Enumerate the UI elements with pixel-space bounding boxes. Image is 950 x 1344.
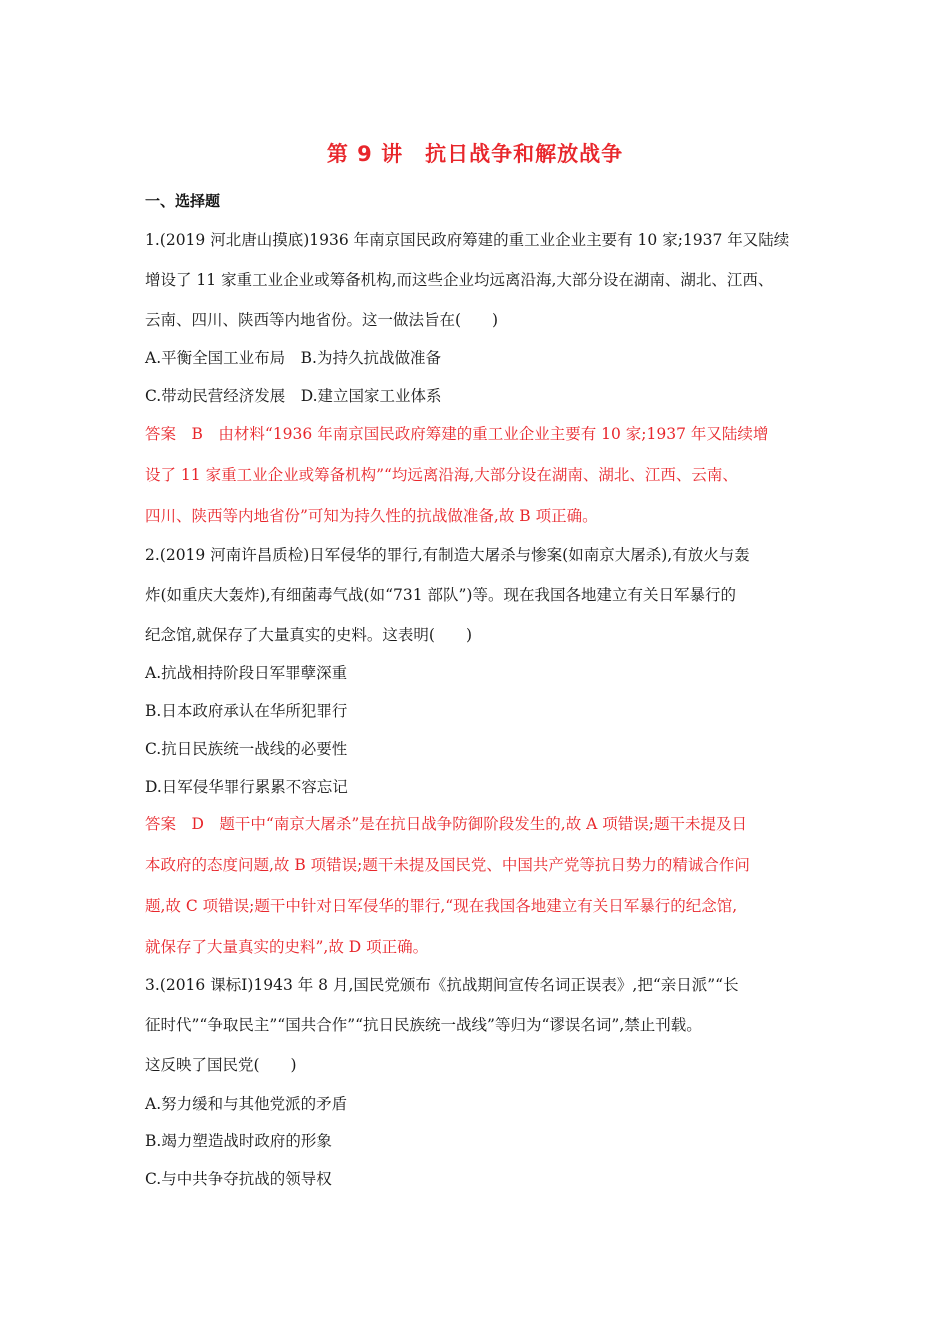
question-3-option-line: B.竭力塑造战时政府的形象 <box>145 1132 332 1150</box>
question-1-answer-line: 设了 11 家重工业企业或筹备机构”“均远离沿海,大部分设在湖南、湖北、江西、云南、 <box>145 466 738 484</box>
question-1-stem-line: 增设了 11 家重工业企业或筹备机构,而这些企业均远离沿海,大部分设在湖南、湖北、江西、 <box>145 271 774 289</box>
question-1-stem-line: 1.(2019 河北唐山摸底)1936 年南京国民政府筹建的重工业企业主要有 10 家;1937 年又陆续 <box>145 231 790 249</box>
page-title: 第 9 讲 抗日战争和解放战争 <box>326 142 624 166</box>
question-2-answer-line: 题,故 C 项错误;题干中针对日军侵华的罪行,“现在我国各地建立有关日军暴行的纪念馆, <box>145 897 738 915</box>
question-1-option-line: A.平衡全国工业布局 B.为持久抗战做准备 <box>145 349 441 367</box>
question-3-stem-line: 这反映了国民党( ) <box>145 1056 297 1074</box>
question-2-option-line: D.日军侵华罪行累累不容忘记 <box>145 778 348 796</box>
question-2-option-line: A.抗战相持阶段日军罪孽深重 <box>145 664 348 682</box>
section-heading: 一、选择题 <box>145 192 221 210</box>
question-2-answer-line: 本政府的态度问题,故 B 项错误;题干未提及国民党、中国共产党等抗日势力的精诚合作问 <box>145 856 750 874</box>
question-1-option-line: C.带动民营经济发展 D.建立国家工业体系 <box>145 387 442 405</box>
question-3-stem-line: 3.(2016 课标Ⅰ)1943 年 8 月,国民党颁布《抗战期间宣传名词正误表》,把“亲日派”“长 <box>145 976 739 994</box>
question-3-option-line: A.努力缓和与其他党派的矛盾 <box>145 1095 348 1113</box>
question-3-option-line: C.与中共争夺抗战的领导权 <box>145 1170 332 1188</box>
question-1-stem-line: 云南、四川、陕西等内地省份。这一做法旨在( ) <box>145 311 499 329</box>
question-1-answer-line: 答案 B 由材料“1936 年南京国民政府筹建的重工业企业主要有 10 家;1937 年又陆续增 <box>145 425 769 443</box>
question-2-option-line: B.日本政府承认在华所犯罪行 <box>145 702 348 720</box>
question-2-stem-line: 2.(2019 河南许昌质检)日军侵华的罪行,有制造大屠杀与惨案(如南京大屠杀),有放火与轰 <box>145 546 750 564</box>
question-2-answer-line: 就保存了大量真实的史料”,故 D 项正确。 <box>145 938 429 956</box>
question-2-answer-line: 答案 D 题干中“南京大屠杀”是在抗日战争防御阶段发生的,故 A 项错误;题干未提及日 <box>145 815 747 833</box>
question-2-stem-line: 纪念馆,就保存了大量真实的史料。这表明( ) <box>145 626 473 644</box>
question-3-stem-line: 征时代”“争取民主”“国共合作”“抗日民族统一战线”等归为“谬误名词”,禁止刊载。 <box>145 1016 702 1034</box>
question-2-stem-line: 炸(如重庆大轰炸),有细菌毒气战(如“731 部队”)等。现在我国各地建立有关日军暴行的 <box>145 586 736 604</box>
question-2-option-line: C.抗日民族统一战线的必要性 <box>145 740 348 758</box>
question-1-answer-line: 四川、陕西等内地省份”可知为持久性的抗战做准备,故 B 项正确。 <box>145 507 598 525</box>
